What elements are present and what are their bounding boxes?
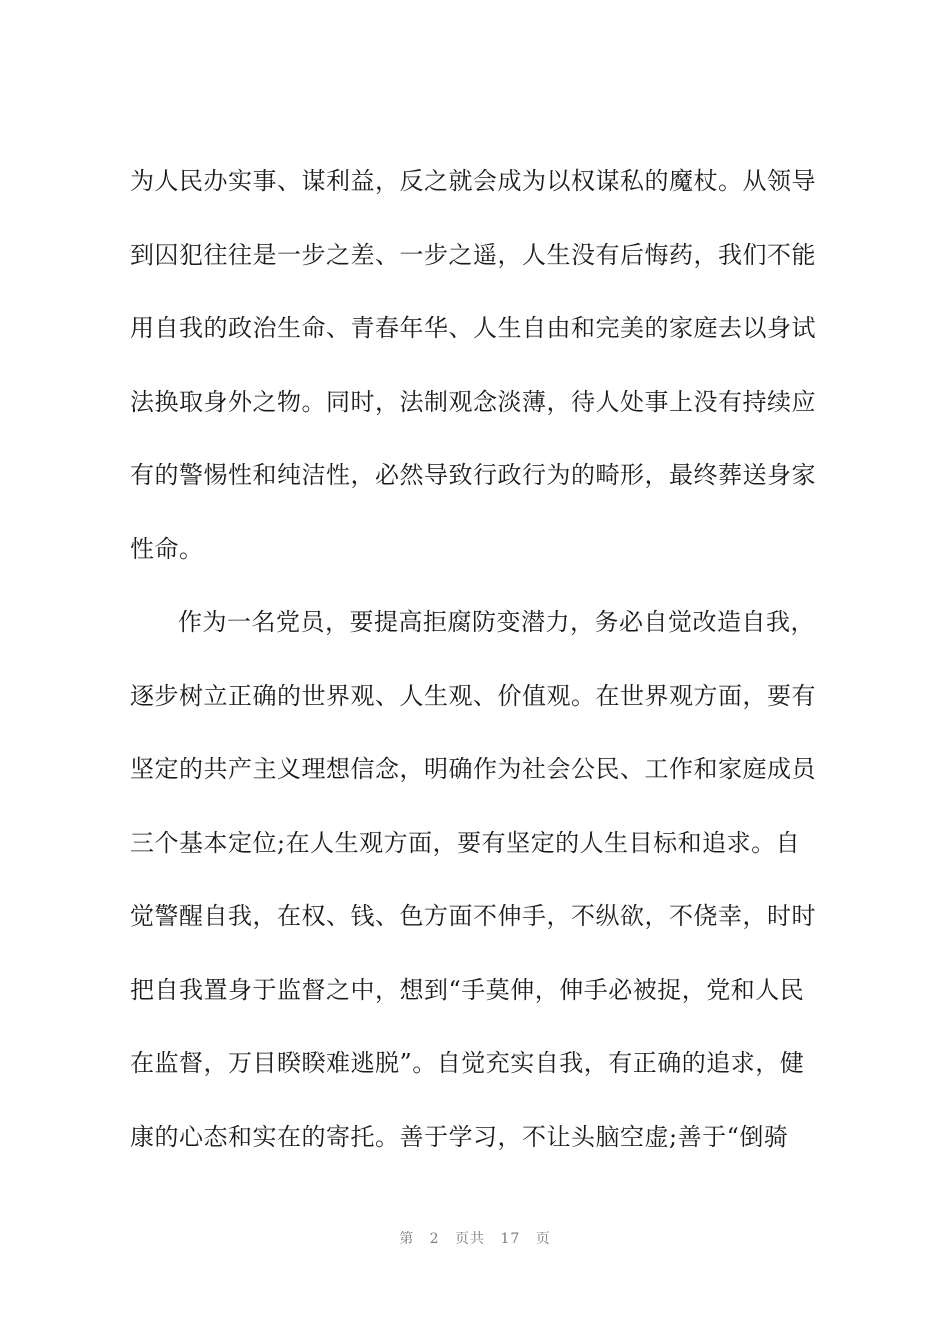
text-line: 用自我的政治生命、青春年华、人生自由和完美的家庭去以身试 bbox=[130, 314, 816, 342]
text-line: 逐步树立正确的世界观、人生观、价值观。在世界观方面，要有 bbox=[130, 681, 816, 710]
text-line: 有的警惕性和纯洁性，必然导致行政行为的畸形，最终葬送身家 bbox=[130, 461, 816, 489]
paragraph-first-line: 作为一名党员，要提高拒腐防变潜力，务必自觉改造自我， bbox=[178, 608, 815, 636]
text-line: 觉警醒自我，在权、钱、色方面不伸手，不纵欲，不侥幸，时时 bbox=[130, 902, 816, 930]
text-line: 坚定的共产主义理想信念，明确作为社会公民、工作和家庭成员 bbox=[130, 755, 816, 783]
text-line: 为人民办实事、谋利益，反之就会成为以权谋私的魔杖。从领导 bbox=[130, 167, 816, 195]
text-line: 法换取身外之物。同时，法制观念淡薄，待人处事上没有持续应 bbox=[130, 387, 816, 416]
text-line: 三个基本定位;在人生观方面，要有坚定的人生目标和追求。自 bbox=[130, 828, 801, 857]
text-line: 性命。 bbox=[130, 534, 204, 563]
text-line: 康的心态和实在的寄托。善于学习，不让头脑空虚;善于“倒骑 bbox=[130, 1122, 789, 1151]
text-line: 把自我置身于监督之中，想到“手莫伸，伸手必被捉，党和人民 bbox=[130, 975, 805, 1004]
page-number-footer: 第 2 页共 17 页 bbox=[399, 1231, 551, 1247]
text-line: 在监督，万目睽睽难逃脱”。自觉充实自我，有正确的追求，健 bbox=[130, 1049, 805, 1077]
text-line: 到囚犯往往是一步之差、一步之遥，人生没有后悔药，我们不能 bbox=[130, 240, 816, 269]
body-text bbox=[130, 166, 842, 1195]
